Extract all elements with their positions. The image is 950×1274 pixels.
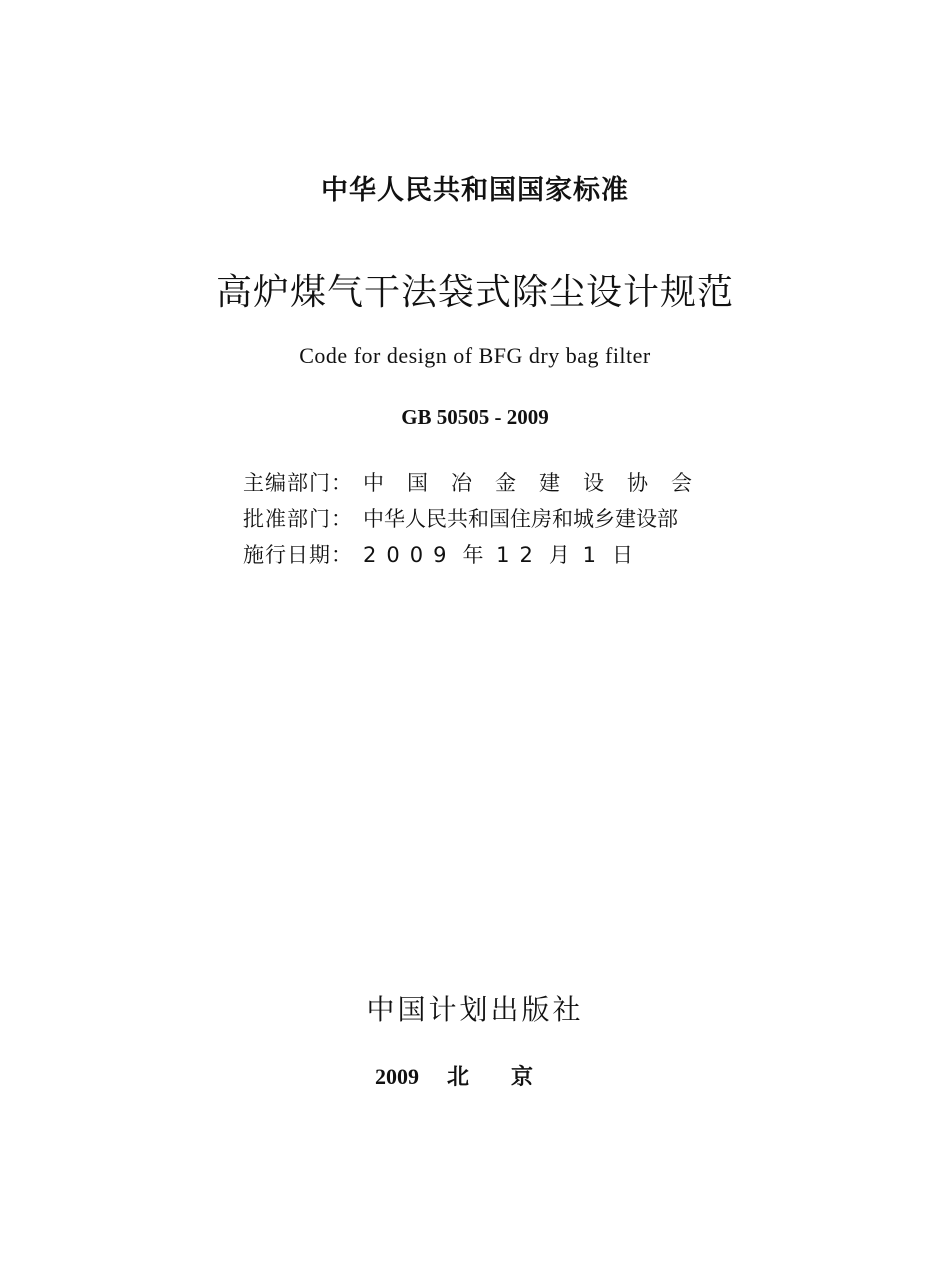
effective-date-label: 施行日期： [243, 543, 353, 567]
publisher-name: 中国计划出版社 [366, 993, 584, 1026]
date-month-unit: 月 [548, 543, 570, 567]
effective-date-value [363, 539, 743, 569]
document-title-chinese: 高炉煤气干法袋式除尘设计规范 [215, 272, 734, 313]
standard-category: 中华人民共和国国家标准 [321, 175, 629, 206]
publication-city: 北京 [446, 1065, 575, 1090]
info-block [243, 467, 743, 575]
publication-year: 2009 [374, 1064, 419, 1089]
date-day-unit: 日 [611, 543, 633, 567]
document-title-english: Code for design of BFG dry bag filter [299, 343, 651, 368]
editor-value: 中国冶金建设协会 [363, 471, 715, 495]
date-year-unit: 年 [462, 543, 484, 567]
date-day: 1 [582, 543, 606, 567]
editor-label: 主编部门： [243, 471, 353, 495]
date-month: 12 [496, 543, 543, 567]
effective-date-row [243, 539, 743, 575]
editor-row [243, 467, 743, 503]
standard-code: GB 50505 - 2009 [401, 405, 549, 429]
publication-line [0, 1060, 950, 1091]
approver-row [243, 503, 743, 539]
approver-label: 批准部门： [243, 507, 353, 531]
date-year: 2009 [363, 543, 457, 567]
approver-value: 中华人民共和国住房和城乡建设部 [363, 507, 678, 531]
